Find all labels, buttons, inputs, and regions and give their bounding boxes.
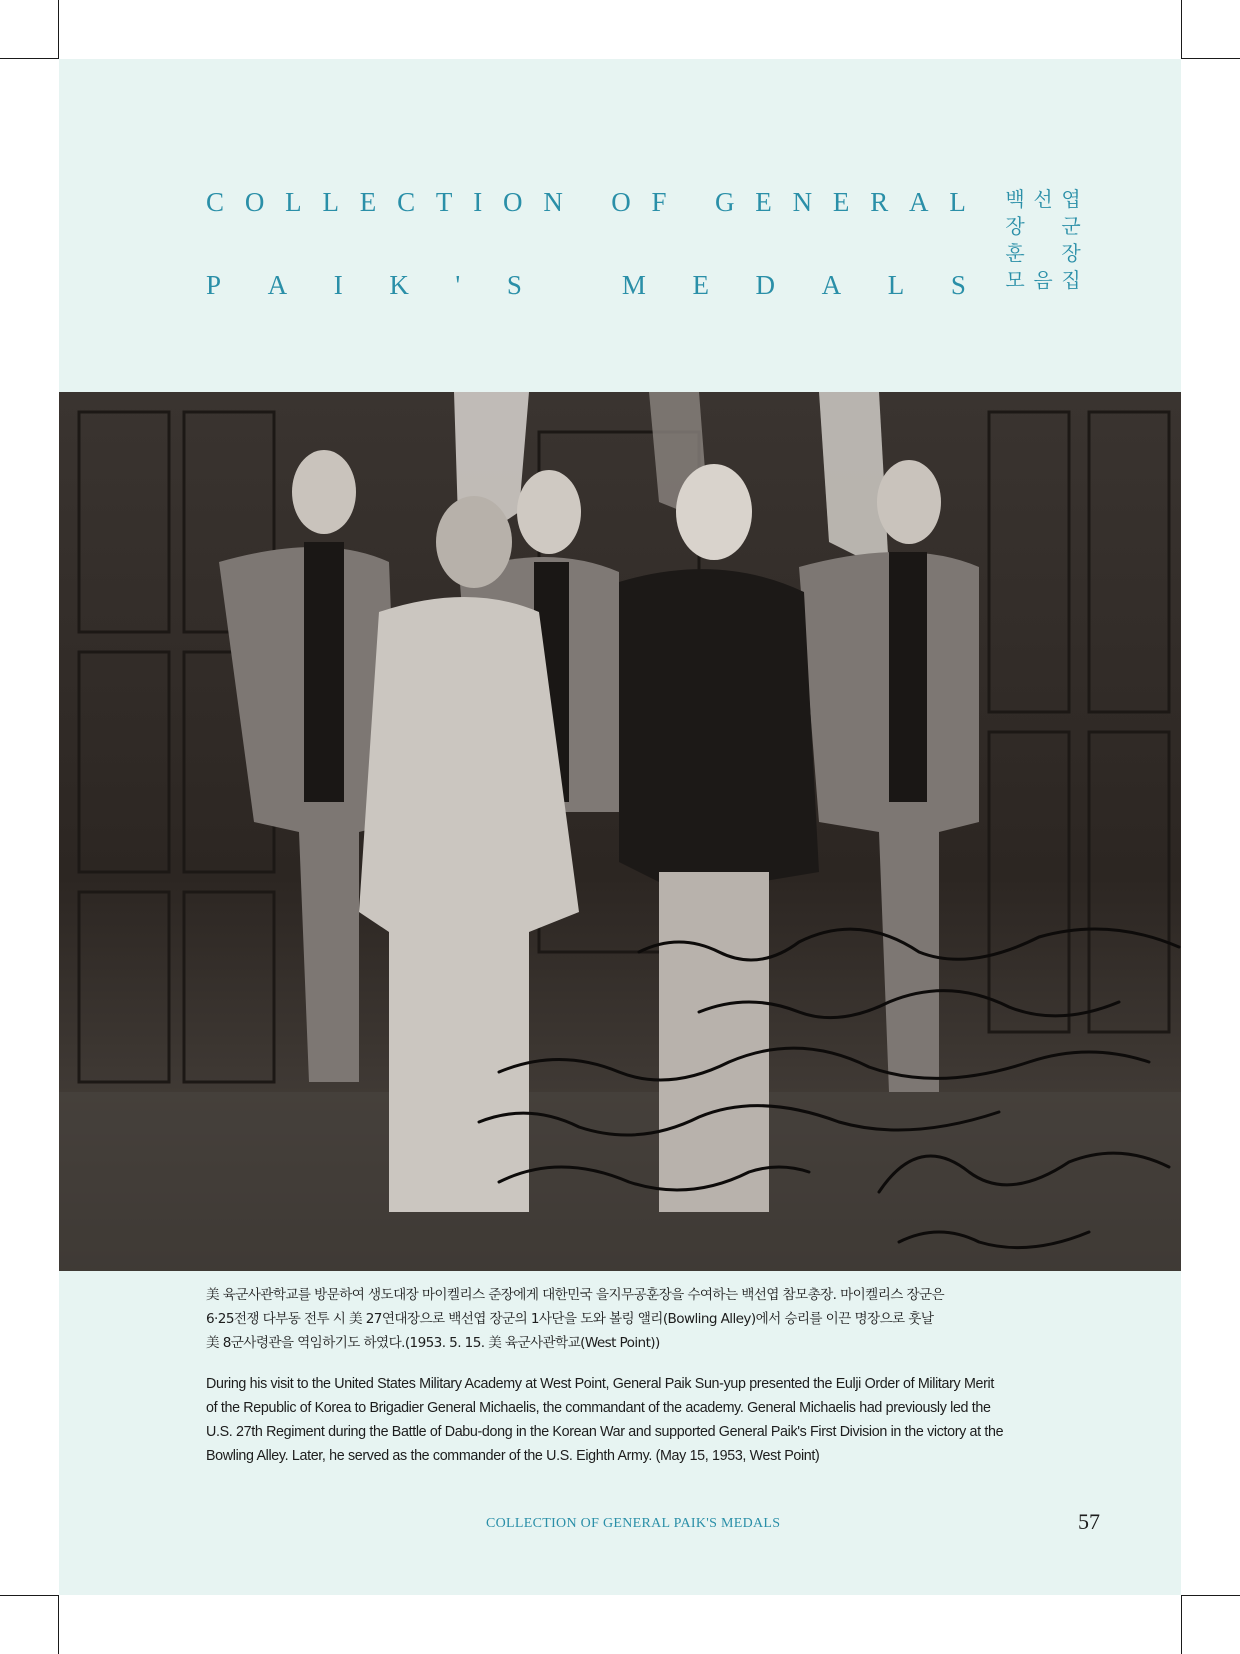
title-letter: E — [692, 270, 709, 300]
title-letter: K — [389, 270, 409, 300]
title-letter: R — [870, 187, 889, 217]
caption-english-line: During his visit to the United States Military Academy at West Point, General Paik Sun-yup presented the Eulji Order of Military Merit — [206, 1376, 994, 1392]
title-letter: O — [244, 187, 265, 217]
title-line-2 — [206, 272, 966, 299]
title-letter: ' — [455, 270, 461, 300]
title-line-1 — [206, 189, 966, 216]
title-letter: E — [832, 187, 850, 217]
title-letter: A — [909, 187, 929, 217]
caption-korean-line: 美 8군사령관을 역임하기도 하였다.(1953. 5. 15. 美 육군사관학교(West Point)) — [206, 1335, 660, 1351]
title-line-1-letters — [206, 189, 966, 216]
caption-korean-line: 6·25전쟁 다부동 전투 시 美 27연대장으로 백선엽 장군의 1사단을 도와 볼링 앨리(Bowling Alley)에서 승리를 이끈 명장으로 훗날 — [206, 1311, 934, 1327]
title-letter: N — [792, 187, 813, 217]
title-letter: S — [950, 270, 966, 300]
title-letter: C — [206, 187, 225, 217]
crop-mark-bottom-left-h — [0, 1595, 59, 1596]
title-korean-char: 모 — [1005, 268, 1025, 292]
page-number: 57 — [1078, 1509, 1100, 1534]
crop-mark-bottom-right-h — [1181, 1595, 1240, 1596]
title-korean-char: 엽 — [1061, 187, 1081, 211]
title-letter: G — [714, 187, 735, 217]
title-letter: C — [397, 187, 416, 217]
title-korean-column — [1031, 186, 1055, 294]
title-letter: A — [267, 270, 288, 300]
crop-mark-bottom-left-v — [58, 1595, 59, 1654]
flags — [454, 392, 889, 572]
title-letter — [687, 189, 694, 216]
title-letter: L — [285, 187, 302, 217]
title-korean-char — [1031, 213, 1055, 240]
photograph — [59, 392, 1181, 1271]
crop-mark-top-right-v — [1181, 0, 1182, 59]
caption-english-line: U.S. 27th Regiment during the Battle of Dabu-dong in the Korean War and supported General Paik's First Division in the victory at the — [206, 1424, 1004, 1440]
caption-english-line: Bowling Alley. Later, he served as the commander of the U.S. Eighth Army. (May 15, 1953, West Point) — [206, 1448, 820, 1464]
caption-english — [206, 1372, 1086, 1468]
crop-mark-bottom-right-v — [1181, 1595, 1182, 1654]
title-korean-char: 장 — [1061, 241, 1081, 265]
caption-english-line: of the Republic of Korea to Brigadier General Michaelis, the commandant of the academy. General Michaelis had previously led the — [206, 1400, 991, 1416]
title-korean-char: 음 — [1033, 268, 1053, 292]
title-letter: O — [503, 187, 523, 217]
title-letter: M — [621, 270, 646, 300]
title-korean-char: 훈 — [1005, 241, 1025, 265]
crop-mark-top-left-v — [58, 0, 59, 59]
title-korean-char: 군 — [1061, 214, 1081, 238]
title-letter: I — [333, 270, 343, 300]
title-letter: L — [949, 187, 966, 217]
title-letter: L — [887, 270, 905, 300]
title-letter: D — [755, 270, 776, 300]
caption-korean-line: 美 육군사관학교를 방문하여 생도대장 마이켈리스 준장에게 대한민국 을지무공훈장을 수여하는 백선엽 참모총장. 마이켈리스 장군은 — [206, 1287, 945, 1303]
cadet-right — [799, 460, 979, 1092]
photograph-icon — [59, 392, 1181, 1271]
title-korean-char: 장 — [1005, 214, 1025, 238]
title-letter: A — [821, 270, 842, 300]
title-letter — [569, 272, 576, 299]
title-letter: O — [611, 187, 631, 217]
title-line-2-letters — [206, 272, 966, 299]
title-korean-vertical — [1003, 186, 1085, 296]
title-korean-char: 백 — [1005, 187, 1025, 211]
title-letter — [584, 189, 591, 216]
title-letter: I — [473, 187, 483, 217]
title-korean-char — [1031, 240, 1055, 267]
title-letter: E — [359, 187, 377, 217]
caption-korean — [206, 1283, 1086, 1355]
crop-mark-top-right-h — [1181, 58, 1240, 59]
title-letter: S — [506, 270, 522, 300]
title-letter: L — [322, 187, 339, 217]
title-letter: T — [435, 187, 453, 217]
title-korean-char: 선 — [1033, 187, 1053, 211]
title-letter: E — [755, 187, 772, 217]
crop-mark-top-left-h — [0, 58, 59, 59]
title-letter: N — [543, 187, 563, 217]
title-letter: P — [206, 270, 222, 300]
title-korean-char: 집 — [1061, 268, 1081, 292]
running-title: COLLECTION OF GENERAL PAIK'S MEDALS — [486, 1516, 781, 1531]
title-korean-column — [1059, 186, 1083, 294]
title-letter: F — [651, 187, 667, 217]
title-korean-column — [1003, 186, 1027, 294]
